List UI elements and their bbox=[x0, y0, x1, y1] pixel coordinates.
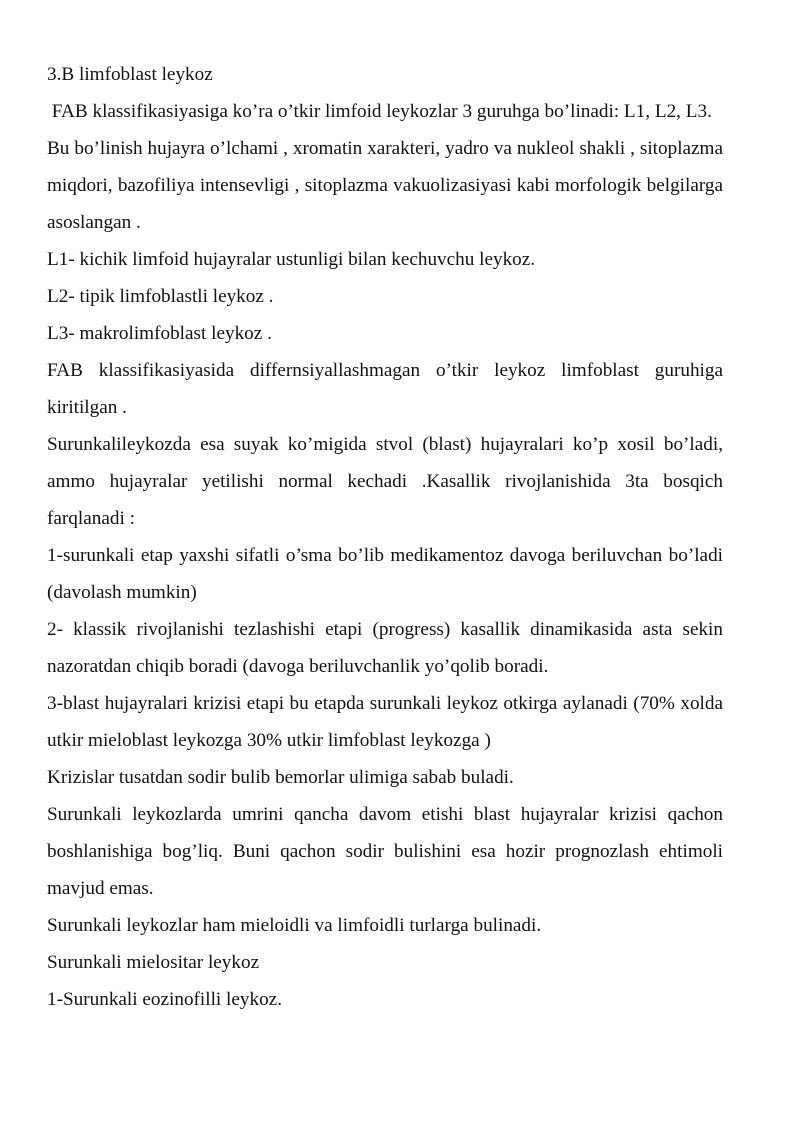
paragraph-prognosis: Surunkali leykozlarda umrini qancha davom etishi blast hujayralar krizisi qachon boshlanishiga bog’liq. Buni qachon sodir bulishini esa hozir prognozlash ehtimoli mavjud emas. bbox=[47, 804, 723, 899]
paragraph-stage-2: 2- klassik rivojlanishi tezlashishi etapi (progress) kasallik dinamikasida asta sekin nazoratdan chiqib boradi (davoga beriluvchanlik yo’qolib boradi. bbox=[47, 619, 723, 677]
paragraph-fab-undifferentiated: FAB klassifikasiyasida differnsiyallashmagan o’tkir leykoz limfoblast guruhiga kiritilgan . bbox=[47, 360, 723, 418]
paragraph-l2: L2- tipik limfoblastli leykoz . bbox=[47, 286, 274, 307]
paragraph-fab-classification: FAB klassifikasiyasiga ko’ra o’tkir limfoid leykozlar 3 guruhga bo’linadi: L1, L2, L3. bbox=[47, 101, 712, 122]
paragraph-stage-1: 1-surunkali etap yaxshi sifatli o’sma bo’lib medikamentoz davoga beriluvchan bo’ladi (davolash mumkin) bbox=[47, 545, 723, 603]
paragraph-myelocytic: Surunkali mielositar leykoz bbox=[47, 952, 260, 973]
document-page bbox=[47, 56, 723, 1018]
paragraph-l1: L1- kichik limfoid hujayralar ustunligi bilan kechuvchu leykoz. bbox=[47, 249, 536, 270]
paragraph-division-basis: Bu bo’linish hujayra o’lchami , xromatin xarakteri, yadro va nukleol shakli , sitoplazma miqdori, bazofiliya intensevligi , sitoplazma vakuolizasiyasi kabi morfologik belgilarga asoslangan . bbox=[47, 138, 723, 233]
paragraph-types: Surunkali leykozlar ham mieloidli va limfoidli turlarga bulinadi. bbox=[47, 915, 542, 936]
paragraph-chronic-leukemia: Surunkalileykozda esa suyak ko’migida stvol (blast) hujayralari ko’p xosil bo’ladi, ammo hujayralar yetilishi normal kechadi .Kasallik rivojlanishida 3ta bosqich farqlanadi : bbox=[47, 434, 723, 529]
paragraph-stage-3: 3-blast hujayralari krizisi etapi bu etapda surunkali leykoz otkirga aylanadi (70% xolda utkir mieloblast leykozga 30% utkir limfoblast leykozga ) bbox=[47, 693, 723, 751]
section-heading: 3.B limfoblast leykoz bbox=[47, 64, 213, 85]
paragraph-crises: Krizislar tusatdan sodir bulib bemorlar ulimiga sabab buladi. bbox=[47, 767, 514, 788]
paragraph-l3: L3- makrolimfoblast leykoz . bbox=[47, 323, 272, 344]
paragraph-eosinophilic: 1-Surunkali eozinofilli leykoz. bbox=[47, 989, 282, 1010]
